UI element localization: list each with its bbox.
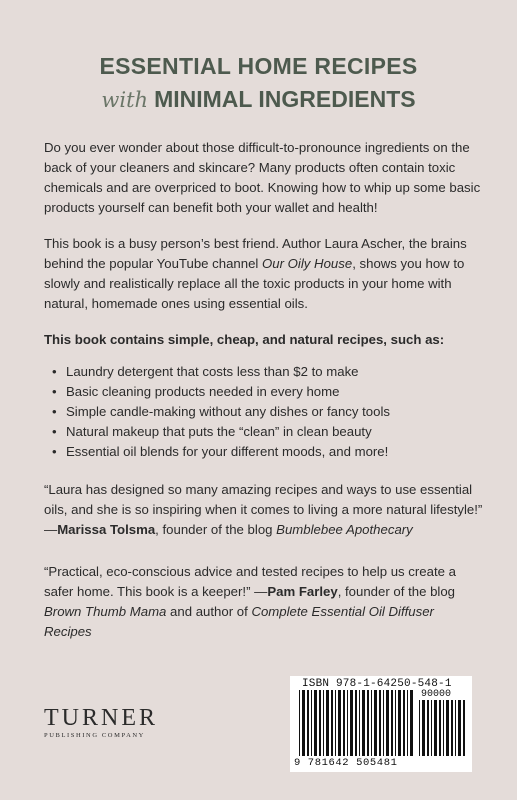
channel-name: Our Oily House bbox=[262, 256, 353, 271]
list-item bbox=[44, 442, 484, 462]
about-text-pre: This book is a busy person’s best friend. Author Laura Ascher, the brains behind the popular YouTube channel bbox=[44, 236, 467, 271]
back-cover-copy bbox=[44, 138, 484, 664]
quote-text: “Laura has designed so many amazing recipes and ways to use essential oils, and she is so inspiring when it comes to living a more natural lifestyle!” — bbox=[44, 482, 483, 537]
intro-paragraph: Do you ever wonder about those difficult-to-pronounce ingredients on the back of your cleaners and skincare? Many products often contain toxic chemicals and are overpriced to boot. Knowing how to whip up some basic products yourself can benefit both your wallet and health! bbox=[44, 140, 481, 215]
ean-barcode-bars bbox=[298, 690, 416, 756]
bullet-icon: • bbox=[52, 404, 57, 419]
isbn-text: ISBN 978-1-64250-548-1 bbox=[302, 678, 452, 690]
about-paragraph bbox=[44, 234, 484, 314]
list-item-text: Laundry detergent that costs less than $2 to make bbox=[66, 364, 359, 379]
title-with: with bbox=[101, 88, 149, 112]
quote-work: Brown Thumb Mama bbox=[44, 604, 167, 619]
quote-role: , founder of the blog bbox=[155, 522, 277, 537]
list-item bbox=[44, 362, 484, 382]
list-item-text: Essential oil blends for your different moods, and more! bbox=[66, 444, 389, 459]
quote-role: , founder of the blog bbox=[337, 584, 455, 599]
publisher-subtitle: PUBLISHING COMPANY bbox=[44, 732, 145, 739]
publisher-name: TURNER bbox=[44, 705, 158, 731]
quote-author: Pam Farley bbox=[267, 584, 338, 599]
quote-work-2: Complete Essential Oil Diffuser Recipes bbox=[44, 604, 434, 639]
title-line-1: ESSENTIAL HOME RECIPES bbox=[99, 53, 418, 79]
quote-work: Bumblebee Apothecary bbox=[276, 522, 413, 537]
title-line-2 bbox=[0, 86, 517, 113]
list-item bbox=[44, 402, 484, 422]
quote-role-2: and author of bbox=[166, 604, 252, 619]
list-item-text: Basic cleaning products needed in every home bbox=[66, 384, 340, 399]
price-barcode-bars bbox=[418, 700, 466, 756]
list-item bbox=[44, 422, 484, 442]
bullet-icon: • bbox=[52, 384, 57, 399]
title-line-2-text: MINIMAL INGREDIENTS bbox=[154, 86, 416, 112]
ean-digits: 9 781642 505481 bbox=[294, 757, 398, 769]
price-code: 90000 bbox=[421, 689, 452, 700]
testimonial-1 bbox=[44, 480, 484, 540]
about-text-post: , shows you how to slowly and realistically replace all the toxic products in your home with natural, homemade ones using essential oils. bbox=[44, 256, 465, 311]
publisher-logo bbox=[44, 706, 194, 739]
quote-author: Marissa Tolsma bbox=[57, 522, 156, 537]
testimonial-2 bbox=[44, 562, 484, 642]
recipe-list bbox=[44, 362, 484, 462]
bullet-icon: • bbox=[52, 364, 57, 379]
quote-text: “Practical, eco-conscious advice and tested recipes to help us create a safer home. This book is a keeper!” — bbox=[44, 564, 456, 599]
isbn-barcode bbox=[290, 676, 472, 772]
bullet-icon: • bbox=[52, 444, 57, 459]
list-lead: This book contains simple, cheap, and natural recipes, such as: bbox=[44, 332, 445, 347]
list-item-text: Simple candle-making without any dishes or fancy tools bbox=[66, 404, 390, 419]
list-item bbox=[44, 382, 484, 402]
bullet-icon: • bbox=[52, 424, 57, 439]
list-item-text: Natural makeup that puts the “clean” in clean beauty bbox=[66, 424, 372, 439]
